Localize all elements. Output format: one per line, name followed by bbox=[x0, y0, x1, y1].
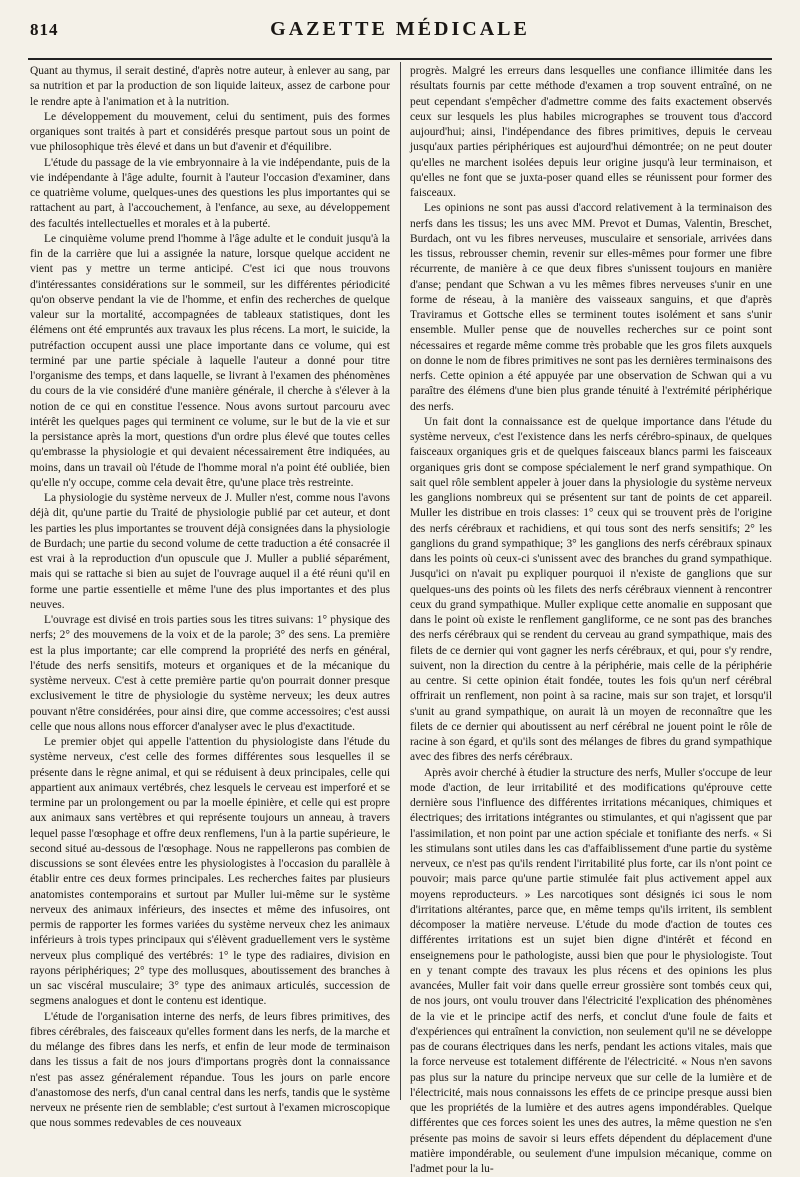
paragraph: La physiologie du système nerveux de J. Muller n'est, comme nous l'avons déjà dit, qu'une partie du Traité de physiologie publié par cet auteur, et dont les parties les plus importantes se trouvent déjà consignées dans la physiologie de Burdach; une partie du second volume de cette traduction a été consacrée il est vrai à la reproduction d'un opuscule que J. Muller a publié séparément, mais qui se rattache si bien au sujet de l'ouvrage auquel il a été réuni qu'il en forme une partie essentielle et même l'une des plus importantes et des plus neuves. bbox=[30, 491, 390, 613]
header-rule bbox=[28, 58, 772, 60]
paragraph: progrès. Malgré les erreurs dans lesquelles une confiance illimitée dans les résultats fournis par cette méthode d'examen a trop souvent entraîné, on ne peut cependant s'empêcher d'admettre comme des faits exactement observés ceux sur lesquels les plus habiles micrographes se trouvent tous d'accord aujourd'hui; ainsi, l'indépendance des fibres primitives, depuis le cerveau jusqu'aux parties périphériques est aujourd'hui démontrée; on ne peut douter qu'elles ne marchent isolées depuis leur origine jusqu'à leur terminaison, et qu'elles ne font que se juxta-poser quand elles se réunissent pour former des faisceaux. bbox=[410, 64, 772, 201]
column-divider bbox=[400, 62, 401, 1100]
paragraph: Un fait dont la connaissance est de quelque importance dans l'étude du système nerveux, c'est l'existence dans les nerfs cérébro-spinaux, de quelques faisceaux organiques gris et de quelques faisceaux blancs parmi les faisceaux organiques gris dont se compose spécialement le nerf grand sympathique. On sait quel rôle semblent appeler à jouer dans la physiologie du système nerveux les ganglions nombreux qui se présentent sur tant de points de cet appareil. Muller les distribue en trois classes: 1° ceux qui se trouvent près de l'origine des nerfs cérébraux et rachidiens, et qui tous sont des nerfs sensitifs; 2° les ganglions du grand sympathique; 3° les ganglions des nerfs cérébraux spinaux dans les points où ceux-ci s'unissent avec des branches du grand sympathique. Jusqu'ici on n'avait pu expliquer pourquoi il n'existe de ganglions que sur quelques-uns des points où les filets des nerfs cérébraux viennent à rencontrer ceux du grand sympathique. Muller explique cette anomalie en supposant que dans le point où existe le renflement gangliforme, ce ne sont pas des branches des nerfs cérébraux qui se rendent du cerveau au grand sympathique, mais des filets de ce dernier qui vont gagner les nerfs cérébraux, et qui, pour s'y rendre, suivent, non la direction du centre à la périphérie, mais celle de la périphérie au centre. Si cette opinion était fondée, toutes les fois qu'un nerf cérébral offrirait un renflement, non point à sa racine, mais sur son trajet, et lorsqu'il s'unit au grand sympathique, on aurait là un moyen de reconnaître que les filets de ce dernier qui aboutissent au nerf cérébral ne jouent point le rôle de racine à son égard, et qu'ils sont des mélanges de fibres du grand sympathique avec des fibres des nerfs cérébraux. bbox=[410, 415, 772, 766]
page-number: 814 bbox=[30, 20, 59, 40]
paragraph: L'ouvrage est divisé en trois parties sous les titres suivans: 1° physique des nerfs; 2° des mouvemens de la voix et de la parole; 3° des sens. La première est la plus importante; car elle comprend la propriété des nerfs en général, l'étude des nerfs sensitifs, moteurs et organiques et de la mécanique du système nerveux. C'est à cette première partie qu'on pourrait donner presque exclusivement le titre de physiologie du système nerveux; les deux autres pouvant n'être considérées, pour ainsi dire, que comme accessoires; c'est aussi celle que nous allons nous efforcer d'analyser avec le plus d'exactitude. bbox=[30, 613, 390, 735]
paragraph: L'étude du passage de la vie embryonnaire à la vie indépendante, puis de la vie indépendante à l'âge adulte, fournit à l'auteur l'occasion d'examiner, dans ce quatrième volume, quelques-unes des questions les plus importantes qui se rattachent au part, à l'accouchement, à l'enfance, au sexe, au développement des facultés intellectuelles et morales et à la puberté. bbox=[30, 156, 390, 232]
page-header bbox=[30, 20, 770, 50]
paragraph: Après avoir cherché à étudier la structure des nerfs, Muller s'occupe de leur mode d'action, de leur irritabilité et des modifications qu'éprouve cette dernière sous l'influence des différentes irritations mécaniques, chimiques et électriques; des irritations intégrantes ou stimulantes, et qui n'agissent que par l'assimilation, et non point par une action spéciale et tonifiante des nerfs. « Si les stimulans sont utiles dans les cas d'affaiblissement d'une partie du système nerveux, ce n'est pas qu'ils rendent l'irritabilité plus forte, car ils n'ont point ce pouvoir; mais parce qu'une partie stimulée fait plus activement appel aux moyens reproducteurs. » Les narcotiques sont désignés ici sous le nom d'irritations altérantes, parce que, en même temps qu'ils irritent, ils semblent décomposer la matière nerveuse. L'étude du mode d'action de toutes ces différentes irritations est un sujet bien digne d'intérêt et fécond en enseignemens pour le pathologiste, aussi bien que pour le physiologiste. Tout en y tenant compte des travaux les plus récens et des opinions les plus avancées, Muller fait voir dans quelle erreur grossière sont tombés ceux qui, de nos jours, ont voulu trouver dans l'électricité l'explication des phénomènes de la vie et le principe actif des nerfs, et conclut d'une foule de faits et d'expériences qui entraînent la conviction, non seulement qu'il ne se développe pas de courans électriques dans les nerfs, pendant les actions vitales, mais que la force nerveuse est totalement différente de l'électricité. « Nous n'en savons pas plus sur la nature du principe nerveux que sur celle de la lumière et de l'électricité, mais nous connaissons les effets de ce principe presque aussi bien que les propriétés de la lumière et des autres agens impondérables. Quelque différentes que ces forces soient les unes des autres, la même question ne s'en présente pas moins de savoir si leurs effets dépendent du déplacement d'une matière impondérable, ou seulement d'une impulsion mécanique, comme on l'admet pour la lu- bbox=[410, 766, 772, 1177]
paragraph: Quant au thymus, il serait destiné, d'après notre auteur, à enlever au sang, par sa nutrition et par la production de son liquide laiteux, assez de carbone pour le rendre apte à l'animation et à la nutrition. bbox=[30, 64, 390, 110]
paragraph: Le développement du mouvement, celui du sentiment, puis des formes organiques sont traités à part et considérés presque partout sous un point de vue philosophique très élevé et dans un but d'avenir et d'équilibre. bbox=[30, 110, 390, 156]
right-column bbox=[410, 64, 772, 1098]
paragraph: Le cinquième volume prend l'homme à l'âge adulte et le conduit jusqu'à la fin de la carrière que lui a assignée la nature, lorsque quelque accident ne vient pas y mettre un terme anticipé. C'est ici que nous trouvons d'intéressantes considérations sur le sommeil, sur les différentes périodicité qu'on observe pendant la vie de l'homme, et enfin des recherches de quelque valeur sur la mortalité, accompagnées de tableaux statistiques, dont les élémens ont été empruntés aux travaux les plus récens. La mort, le suicide, la putréfaction occupent aussi une place importante dans ce volume, qui est terminé par une partie spéciale à laquelle l'auteur a donné pour titre l'organisme des temps, et dans laquelle, se livrant à l'examen des phénomènes du cours de la vie considéré d'une manière générale, il cherche à s'élever à la notion de ce qui en constitue l'essence. Nous avons surtout parcouru avec intérêt les quelques pages qui terminent ce volume, sur le but de la vie et sur la persistance après la mort, questions d'un ordre plus élevé que toutes celles qu'embrasse la physiologie et qui devaient nécessairement être indiquées, au moins, dans un travail où l'étude de l'homme moral n'a point été oubliée, bien qu'elle n'y occupe, comme cela devait être, qu'une place très restreinte. bbox=[30, 232, 390, 491]
journal-title: GAZETTE MÉDICALE bbox=[30, 18, 770, 41]
paragraph: Le premier objet qui appelle l'attention du physiologiste dans l'étude du système nerveux, c'est celle des formes différentes sous lesquelles il se présente dans le règne animal, et qui se réduisent à deux principales, celle qui appartient aux animaux vertébrés, chez lesquels le cerveau est imperforé et se termine par un prolongement ou par la moelle épinière, et celle qui est propre aux animaux sans vertèbres et qui représente toujours un anneau, à travers lequel passe l'œsophage et offre deux renflemens, l'un à la partie supérieure, le second situé au-dessous de l'œsophage. Nous ne rappellerons pas combien de discussions se sont élevées entre les physiologistes à l'occasion du parallèle à établir entre ces deux formes principales. Les recherches faites par plusieurs anatomistes contemporains et surtout par Muller lui-même sur le système nerveux des animaux inférieurs, des insectes et même des infusoires, ont permis de rapporter les formes variées du système nerveux chez les animaux inférieurs à trois types principaux qui s'élèvent graduellement vers le système nerveux plus compliqué des vertébrés: 1° le type des radiaires, division en rayons périphériques; 2° type des mollusques, aboutissement des branches à un sac viscéral musculaire; 3° type des animaux articulés, succession de segmens analogues et dont le contenu est identique. bbox=[30, 735, 390, 1010]
left-column bbox=[30, 64, 390, 1098]
paragraph: L'étude de l'organisation interne des nerfs, de leurs fibres primitives, des fibres cérébrales, des faisceaux qu'elles forment dans les nerfs, de la marche et du mélange des fibres dans les nerfs, et enfin de leur mode de terminaison dans les tissus a fait de nos jours d'importans progrès dont la connaissance n'est pas assez généralement répandue. Tous les jours on parle encore d'anastomose des nerfs, d'un canal central dans les nerfs, tandis que le système nerveux ne présente rien de semblable; c'est surtout à l'examen microscopique que nous sommes redevables de ces nouveaux bbox=[30, 1010, 390, 1132]
paragraph: Les opinions ne sont pas aussi d'accord relativement à la terminaison des nerfs dans les tissus; les uns avec MM. Prevot et Dumas, Valentin, Breschet, Burdach, ont vu les fibres nerveuses, musculaire et sensoriale, arrivées dans les tissus, rebrousser chemin, revenir sur elles-mêmes pour former une fibre récurrente, de manière à ce que deux fibres s'unissent toujours en manière d'anse; pendant que Schwan a vu les mêmes fibres nerveuses s'unir en une forme de réseau, à la manière des vaisseaux sanguins, et que d'après Traviramus et Gottsche elles se terminent toutes isolément et sans s'unir ensemble. Muller pense que de nouvelles recherches sur ce point sont nécessaires et regarde même comme très probable que les gros filets auxquels on donne le nom de fibres primitives ne sont pas les dernières terminaisons des nerfs. Cette opinion a été appuyée par une observation de Schwan qui a vu paraître des élémens d'une bien plus grande ténuité à l'extrémité périphérique des nerfs. bbox=[410, 201, 772, 415]
